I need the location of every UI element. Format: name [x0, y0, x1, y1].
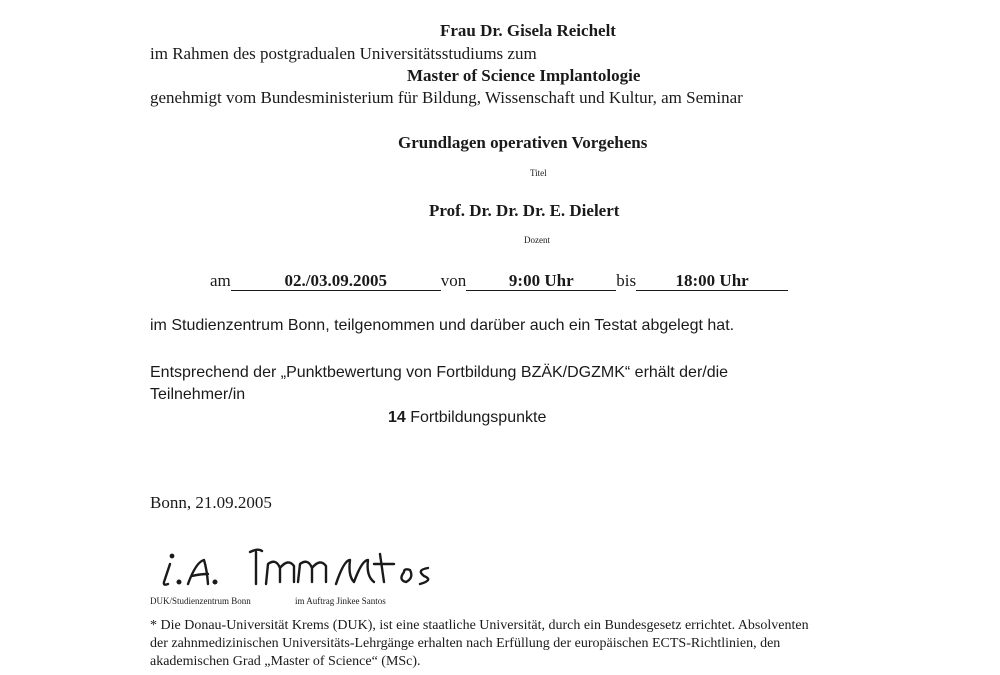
recipient-name: Frau Dr. Gisela Reichelt [440, 21, 616, 40]
end-time-field: 18:00 Uhr [636, 272, 788, 291]
points-award [388, 409, 546, 427]
location-line: im Studienzentrum Bonn, teilgenommen und darüber auch ein Testat abgelegt hat. [150, 317, 735, 334]
schedule-row [210, 271, 788, 291]
lecturer-name: Prof. Dr. Dr. Dr. E. Dielert [429, 201, 620, 220]
signature-caption-right: im Auftrag Jinkee Santos [295, 596, 386, 606]
points-label: Fortbildungspunkte [410, 409, 547, 426]
seminar-title: Grundlagen operativen Vorgehens [398, 133, 648, 152]
footnote-line-1: * Die Donau-Universität Krems (DUK), ist eine staatliche Universität, durch ein Bundesgesetz errichtet. Absolventen [150, 618, 809, 633]
intro-line: im Rahmen des postgradualen Universitätsstudiums zum [150, 44, 537, 63]
date-field: 02./03.09.2005 [231, 272, 441, 291]
start-time-field: 9:00 Uhr [466, 272, 616, 291]
von-label: von [440, 271, 467, 290]
approval-line: genehmigt vom Bundesministerium für Bildung, Wissenschaft und Kultur, am Seminar [150, 88, 743, 107]
footnote-line-3: akademischen Grad „Master of Science“ (MSc). [150, 654, 421, 669]
seminar-title-caption: Titel [530, 168, 547, 178]
lecturer-caption: Dozent [524, 235, 550, 245]
points-line-2: Teilnehmer/in [150, 386, 246, 403]
place-date: Bonn, 21.09.2005 [150, 493, 272, 512]
am-label: am [210, 271, 231, 290]
signature-image [158, 548, 448, 593]
points-value: 14 [388, 409, 406, 426]
program-name: Master of Science Implantologie [407, 66, 641, 85]
bis-label: bis [616, 271, 637, 290]
points-line-1: Entsprechend der „Punktbewertung von Fortbildung BZÄK/DGZMK“ erhält der/die [150, 364, 729, 381]
footnote-line-2: der zahnmedizinischen Universitäts-Lehrgänge erhalten nach Erfüllung der europäischen ECTS-Richtlinien, den [150, 636, 781, 651]
signature-caption-left: DUK/Studienzentrum Bonn [150, 596, 251, 606]
